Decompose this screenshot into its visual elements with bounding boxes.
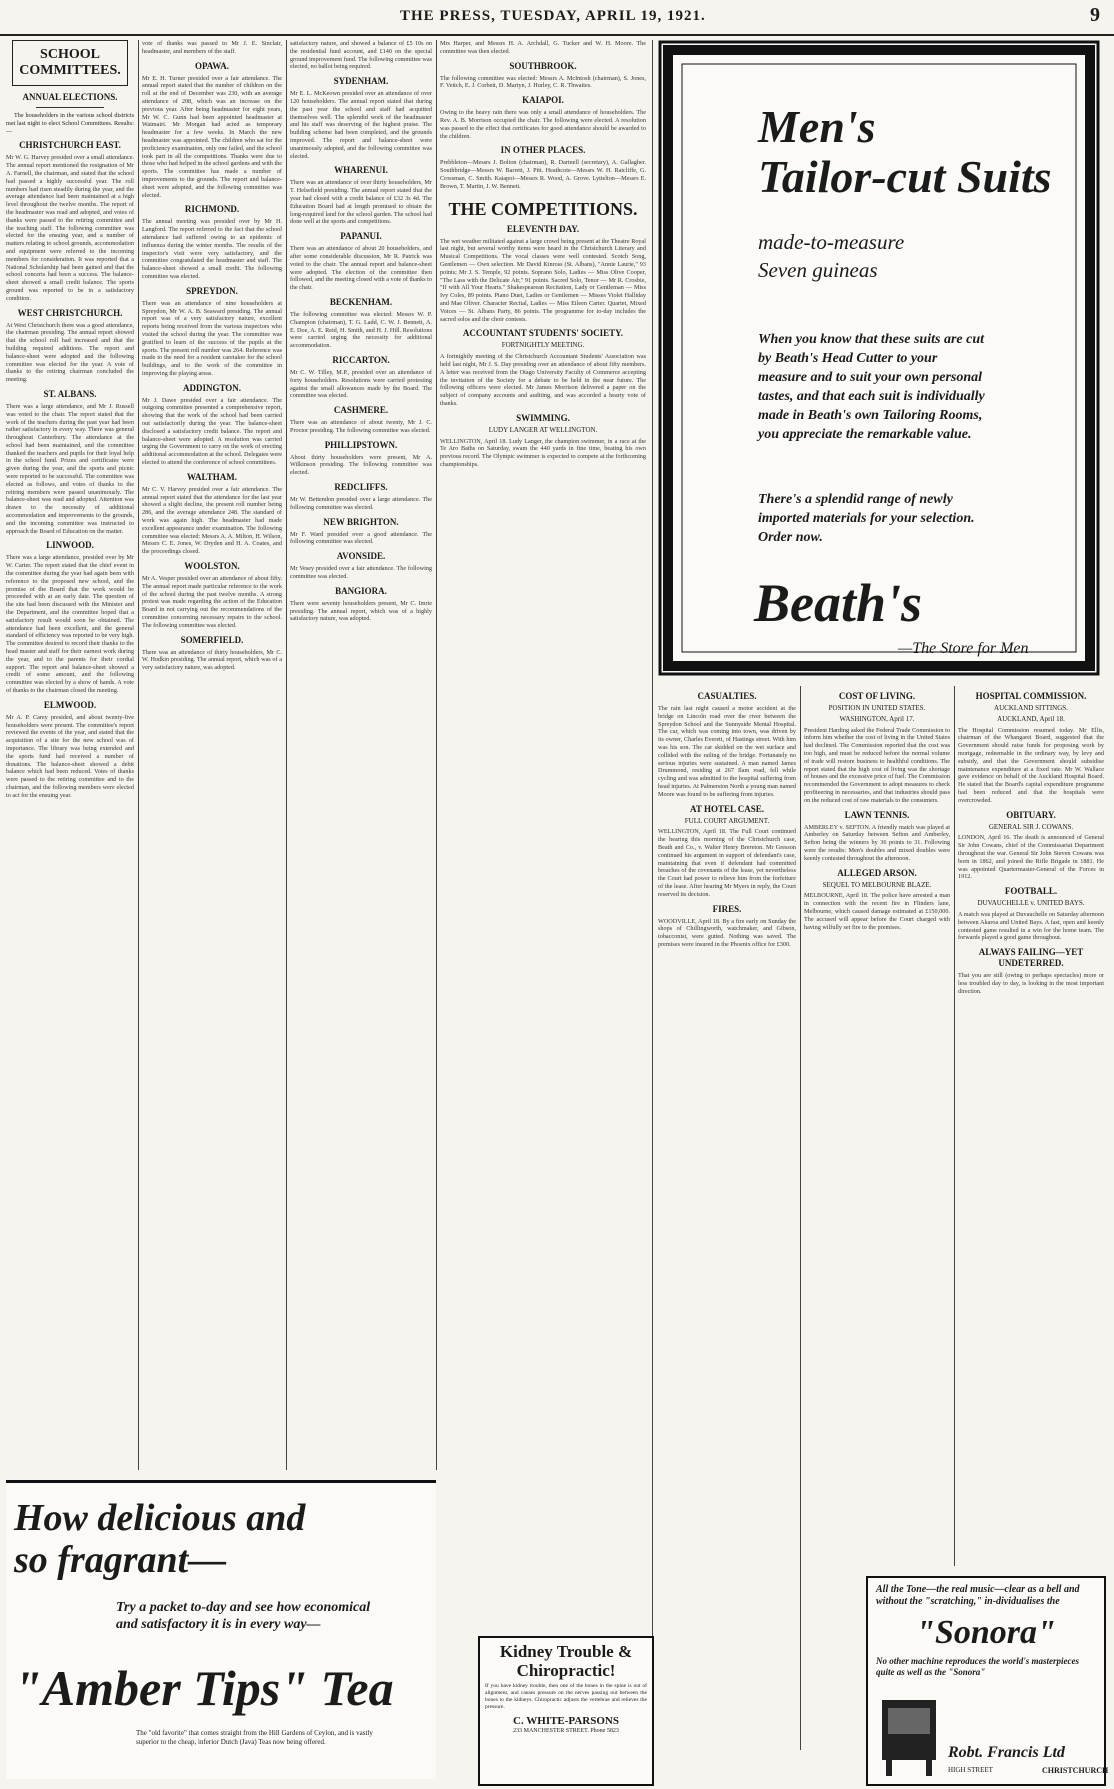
ludy-langer-subheading: LUDY LANGER AT WELLINGTON. — [488, 425, 598, 434]
paper-title: THE PRESS, TUESDAY, APRIL 19, 1921. — [400, 8, 706, 24]
fires-heading: FIRES. — [712, 903, 742, 914]
alleged-arson-heading: ALLEGED ARSON. — [837, 867, 917, 878]
kidney-text: If you have kidney trouble, then one of the bones in the spine is out of alignment, and causes pressure on the nerves passing out between the bones to the kidneys. Chiropractic adjusts the vertebrae and relieves the pressure. — [485, 1683, 647, 1710]
section-heading: RICCARTON. — [332, 354, 390, 365]
section-heading: ADDINGTON. — [182, 382, 242, 393]
tea-tagline: Try a packet to-day and see how economical and satisfactory it is in every way— — [116, 1600, 371, 1632]
kidney-address: 233 MANCHESTER STREET. Phone 5823 — [513, 1728, 619, 1734]
competitions-heading: THE COMPETITIONS. — [448, 198, 638, 219]
beath-headline-1: Men's — [758, 101, 876, 152]
swimming-heading: SWIMMING. — [516, 412, 570, 423]
section-heading: WHARENUI. — [334, 165, 388, 176]
tea-brand: "Amber Tips" Tea — [14, 1660, 394, 1716]
beath-body-2: There's a splendid range of newly imported materials for your selection. Order now. — [758, 492, 975, 545]
section-heading: OPAWA. — [194, 60, 230, 71]
column-5: CASUALTIES. The rain last night caused a motor accident at the bridge on Lincoln road over the river between the Spreydon School and the Sunnyside Mental Hospital. The car, which was coming into town, was driven by its owner, Charles Everett, of Hastings street. With him was his son. The car skidded on the wet surface and collided with the railing of the bridge. Fortunately no serious injuries were sustained. A man named James Drummond, residing at 267 Ilam road, fell while cycling and was admitted to the hospital suffering from head injuries. At Palmerston North a young man named Moore was found to be suffering from injuries. AT HOTEL CASE. FULL COURT ARGUMENT. WELLINGTON, April 18. The Full Court continued the hearing this morning of the Christchurch case, Beath and Co., v. Walter Henry Brereton. Mr Gresson continued his argument in support of defendant's case, maintaining that even if defendant had committed breaches of the covenants of the lease, yet nevertheless the Court had power to relieve him from the forfeiture of the lease. After hearing Mr Myers in reply, the Court reserved its decision. FIRES. WOODVILLE, April 18. By a fire early on Sunday the shops of Chillingworth, watchmaker, and Gibson, tobacconist, were gutted. Nothing was saved. The premises were insured in the Phoenix office for £300. — [658, 691, 796, 948]
beath-subheadline-1: made-to-measure — [758, 230, 905, 254]
duvauchelle-match-subheading: DUVAUCHELLE v. UNITED BAYS. — [977, 899, 1085, 908]
annual-elections-subheading: ANNUAL ELECTIONS. — [22, 92, 118, 102]
section-heading: CHRISTCHURCH EAST. — [19, 140, 121, 151]
page-number: 9 — [1090, 4, 1100, 26]
beath-headline-2: Tailor-cut Suits — [758, 151, 1052, 202]
tea-copy: The "old favorite" that comes straight from the Hill Gardens of Ceylon, and is vastly superior to the cheap, inferior Dutch (Java) Teas now being offered. — [136, 1729, 373, 1746]
column-2: vote of thanks was passed to Mr J. E. Sinclair, headmaster, and members of the staff. OPAWA. Mr E. H. Turner presided over a fair attendance. The annual report stated that the number of children on the roll at the end of December was 230, with an average attendance of 208, which was an increase on the previous year. After being headmaster for eight years, Mr W. C. Gunn had been appointed headmaster at Waimairi. Mr Morgan had acted as temporary headmaster for a few weeks. In March the new headmaster was appointed. The children who sat for the proficiency examination, only one failed, and the school took part in all the competitions. Thanks were due to those who had helped in the school gardens and with the sports. The committee has made a number of improvements to the grounds. The report and balance-sheet were adopted, and the following committee was elected. RICHMOND. The annual meeting was presided over by Mr H. Langford. The report referred to the fact that the school attendance had suffered owing to an epidemic of influenza during the winter months. The results of the inspector's visit were very satisfactory, and the committee congratulated the headmaster and staff. The balance-sheet showed a small credit. The following committee was elected. SPREYDON. There was an attendance of nine householders at Spreydon, Mr W. A. B. Seaward presiding. The annual report was of a very satisfactory nature, excellent reports being received from the various inspectors who visited the school during the year. The committee was gratified to learn of the success of the pupils at the sports. The present roll number was 264. Reference was made to the need for a resident caretaker for the school buildings, and to the work of the committee in improving the playing areas. ADDINGTON. Mr J. Dawe presided over a fair attendance. The outgoing committee presented a comprehensive report, showing that the work of the school had been carried out satisfactorily during the year. The balance-sheet disclosed a satisfactory credit balance. The report and balance-sheet were adopted. A resolution was carried urging the Government to carry on the work of erecting additional accommodation at the school. Delegates were elected to attend the conference of school committees. WALTHAM. Mr C. V. Harvey presided over a fair attendance. The annual report stated that the attendance for the last year showed a slight decline, the present roll number being 286, and the average attendance 248. The standard of work was again high. The headmaster had made excellent appearance under examination. The following committee was elected: Messrs A. A. Milton, H. Wilson, Messrs C. E. Jones, W. Dryden and H. A. Coates, and the proceedings closed. WOOLSTON. Mr A. Vesper presided over an attendance of about fifty. The annual report made particular reference to the work of the school during the past twelve months. A strong protest was made regarding the action of the Education Board in not carrying out the recommendations of the committee concerning necessary repairs to the school. The following committee was elected. SOMERFIELD. There was an attendance of thirty householders, Mr C. W. Hodkin presiding. The annual report, which was of a very satisfactory nature, was adopted. — [142, 40, 282, 672]
section-heading: REDCLIFFS. — [334, 482, 388, 493]
sonora-top-text: All the Tone—the real music—clear as a bell and without the "scratching," in-dividualises the — [876, 1584, 1080, 1607]
washington-dateline: WASHINGTON, April 17. — [839, 714, 915, 723]
section-heading: PHILLIPSTOWN. — [324, 439, 398, 450]
section-heading: BANGIORA. — [335, 585, 387, 596]
sonora-phonograph-ad — [866, 1576, 1109, 1786]
school-committees-heading: SCHOOL COMMITTEES. — [12, 40, 128, 86]
section-heading: SOMERFIELD. — [180, 634, 244, 645]
fortnightly-meeting-subheading: FORTNIGHTLY MEETING. — [501, 341, 585, 350]
phonograph-cabinet-icon — [878, 1694, 940, 1778]
sonora-brand: "Sonora" — [916, 1614, 1056, 1651]
tea-headline-2: so fragrant— — [14, 1539, 227, 1581]
hospital-commission-heading: HOSPITAL COMMISSION. — [975, 691, 1087, 701]
column-6: COST OF LIVING. POSITION IN UNITED STATES. WASHINGTON, April 17. President Harding asked the Federal Trade Commission to inform him whether the cost of living in the United States had declined. The Commission reported that the cost was too high, and must be reduced before the normal volume of trade will restore business to healthful conditions. The report stated that the high cost of living was the shortage of houses and the excessive price of fuel. The Commission recommended the Government to adopt measures to check profiteering in necessaries, and that industries should pass on the reduced cost of raw materials to the consumers. LAWN TENNIS. AMBERLEY v. SEFTON. A friendly match was played at Amberley on Saturday between Sefton and Amberley, Sefton being the winners by 36 points to 31. Following were the results: Men's doubles and mixed doubles were keenly contested throughout the afternoon. ALLEGED ARSON. SEQUEL TO MELBOURNE BLAZE. MELBOURNE, April 18. The police have arrested a man in connection with the recent fire in Flinders lane, Melbourne, which caused damage estimated at £150,000. The accused will appear before the Court charged with having wilfully set fire to the premises. — [804, 691, 950, 931]
general-cowans-subheading: GENERAL SIR J. COWANS. — [988, 822, 1074, 831]
cost-of-living-heading: COST OF LIVING. — [838, 691, 916, 701]
kidney-advertiser: C. WHITE-PARSONS — [513, 1715, 619, 1727]
tea-headline-1: How delicious and — [14, 1497, 306, 1539]
kidney-trouble-ad — [478, 1636, 654, 1786]
column-7: HOSPITAL COMMISSION. AUCKLAND SITTINGS. AUCKLAND, April 18. The Hospital Commission resumed today. Mr Ellis, chairman of the Whangarei Board, suggested that the Government should raise funds for proposing work by mortgage, redeemable in the ordinary way, by levy and subsidy, and that the Government should subsidise maintenance expenditure at a fixed rate. Mr W. Wallace gave evidence on behalf of the Auckland Hospital Board. He stated that the Board's capital expenditure programme had been reduced and that the hospitals were overcrowded. OBITUARY. GENERAL SIR J. COWANS. LONDON, April 16. The death is announced of General Sir John Cowans, chief of the Commissariat Department throughout the war. General Sir John Steven Cowans was born in 1862, and joined the Rifle Brigade in 1881. He was appointed Quartermaster-General of the Forces in 1912. FOOTBALL. DUVAUCHELLE v. UNITED BAYS. A match was played at Duvauchelle on Saturday afternoon between Akaroa and United Bays. A fast, open and keenly contested game resulted in a win for the home team. The forwards played a good game throughout. ALWAYS FAILING—YET UNDETERRED. That you are still (owing to perhaps spectacles) more or less troubled day to day, is looking in the most important direction. — [958, 691, 1104, 995]
obituary-heading: OBITUARY. — [1006, 809, 1056, 820]
always-failing-heading: ALWAYS FAILING—YET UNDETERRED. — [978, 947, 1084, 969]
section-heading: ELMWOOD. — [43, 699, 97, 710]
auckland-dateline: AUCKLAND, April 18. — [997, 714, 1065, 723]
accountant-society-heading: ACCOUNTANT STUDENTS' SOCIETY. — [462, 328, 624, 339]
eleventh-day-subheading: ELEVENTH DAY. — [506, 223, 580, 234]
section-heading: SYDENHAM. — [333, 76, 389, 87]
section-heading: RICHMOND. — [184, 204, 240, 215]
section-heading: WOOLSTON. — [184, 561, 240, 572]
section-heading: WEST CHRISTCHURCH. — [17, 307, 123, 318]
beath-store-tagline: —The Store for Men — [898, 640, 1029, 657]
sonora-city: CHRISTCHURCH — [1042, 1766, 1109, 1775]
sonora-street: HIGH STREET — [948, 1766, 993, 1774]
beath-brand: Beath's — [754, 573, 923, 633]
football-heading: FOOTBALL. — [1004, 886, 1058, 897]
beath-body: When you know that these suits are cut by Beath's Head Cutter to your measure and to suit your own personal tastes, and that each suit is individually made in Beath's own Tailoring Rooms, you appreciate the remarkable value. — [758, 332, 985, 442]
section-heading: CASHMERE. — [333, 405, 389, 416]
section-heading: KAIAPOI. — [522, 95, 564, 106]
position-us-subheading: POSITION IN UNITED STATES. — [828, 704, 926, 712]
section-heading: BECKENHAM. — [329, 296, 393, 307]
section-heading: PAPANUI. — [340, 231, 382, 242]
amber-tips-tea-ad — [6, 1480, 436, 1779]
section-heading: LINWOOD. — [46, 540, 94, 551]
section-heading: SPREYDON. — [186, 285, 238, 296]
kidney-headline: Kidney Trouble & Chiropractic! — [499, 1642, 633, 1680]
melbourne-blaze-subheading: SEQUEL TO MELBOURNE BLAZE. — [822, 880, 932, 889]
full-court-subheading: FULL COURT ARGUMENT. — [684, 816, 770, 825]
section-heading: NEW BRIGHTON. — [323, 516, 399, 527]
lawn-tennis-heading: LAWN TENNIS. — [844, 809, 910, 820]
section-heading: SOUTHBROOK. — [509, 60, 577, 71]
column-4: Mrs Harper, and Messrs H. A. Archdall, G. Tucker and W. H. Moore. The committee was then elected. SOUTHBROOK. The following committee was elected: Messrs A. McIntosh (chairman), S. Jones, F. Veitch, E. J. Corbett, D. Martyn, J. Hurley, C. R. Thwaites. KAIAPOI. Owing to the heavy rain there was only a small attendance of householders. The Rev. A. B. Morrison occupied the chair. The following were elected. A resolution was passed to the effect that certificates for good attendance should be awarded to the children. IN OTHER PLACES. Prebbleton—Messrs J. Bolton (chairman), R. Dartnell (secretary), A. Gallagher. Southbridge—Messrs W. Barrett, J. Pitt. Heathcote—Messrs W. H. Ratcliffe, G. Crossman, C. Smith. Kaiapoi—Messrs R. Wood, A. Grove. Lyttelton—Messrs E. Brown, T. Martin, J. W. Bennett. THE COMPETITIONS. ELEVENTH DAY. The wet weather militated against a large crowd being present at the Theatre Royal last night, but several worthy items were heard in the Christchurch Literary and Musical Competitions. The vocal classes were well contested. Scotch Song, Gentlemen — Own selection. Mr David Kinross (St. Albans), "Annie Laurie," 93 points; Mr J. S. Temple, 92 points. Soprano Solo, Ladies — Miss Olive Cooper, "The Lass with the Delicate Air," 91 points. Sacred Solo, Tenor — Mr R. Crosbie, "If with All Your Hearts." Shakespearean Recitation, Lady or Gentleman — Miss Ivy Coles, 89 points. Piano Duet, Ladies or Gentlemen — Misses Violet Halliday and Mae Oliver. Character Recital, Ladies — Miss Eileen Carter. Quartet, Mixed Voices — St. Albans Party, 86 points. The programme for to-day includes the sacred solos and the choir contests. ACCOUNTANT STUDENTS' SOCIETY. FORTNIGHTLY MEETING. A fortnightly meeting of the Christchurch Accountant Students' Association was held last night, Mr J. S. Day presiding over an attendance of about fifty members. A letter was received from the Otago University Faculty of Commerce accepting the invitation of the Society for a debate to be held in the near future. The following officers were elected. Mr James Morrison delivered a paper on the subject of company accounts and auditing, and was accorded a hearty vote of thanks. SWIMMING. LUDY LANGER AT WELLINGTON. WELLINGTON, April 18. Ludy Langer, the champion swimmer, in a race at the Te Aro Baths on Saturday, swam the 440 yards in fine time, beating his own previous record. The Olympic swimmer is expected to compete at the forthcoming championships. — [440, 40, 646, 468]
hotel-case-heading: AT HOTEL CASE. — [690, 803, 764, 814]
section-heading: ST. ALBANS. — [43, 388, 97, 399]
section-heading: AVONSIDE. — [336, 551, 386, 562]
masthead — [0, 0, 1114, 36]
section-heading: WALTHAM. — [187, 471, 237, 482]
intro-paragraph: The householders in the various school districts met last night to elect School Committees. Results:— — [6, 112, 134, 135]
beaths-suit-ad — [658, 40, 1100, 676]
column-3: satisfactory nature, and showed a balance of £5 10s on the residential fund account, and £140 on the special ground improvement fund. The following committee was elected, no ballot being required. SYDENHAM. Mr E. L. McKeown presided over an attendance of over 120 householders. The annual report stated that during the past year the school and staff had acquitted themselves well. The splendid work of the headmaster and his staff was deserving of the highest praise. The building scheme had been completed, and the grounds improved. The report and balance-sheet were unanimously adopted, and the following committee was elected. WHARENUI. There was an attendance of over thirty householders, Mr T. Helsefield presiding. The annual report stated that the year had closed with a credit balance of £32 3s 4d. The Education Board had at length promised to obtain the long-required land for the school garden. The school had done well at the sports and competitions. PAPANUI. There was an attendance of about 20 householders, and after some considerable discussion, Mr R. Patrick was voted to the chair. The annual report and balance-sheet were adopted. The election of the committee then followed, and the meeting closed with a vote of thanks to the chair. BECKENHAM. The following committee was elected: Messrs W. P. Champion (chairman), T. G. Ladd, C. W. J. Bennett, A. E. Doe, A. E. Reid, H. Smith, and H. J. Hill. Resolutions were carried urging the necessity for additional accommodation. RICCARTON. Mr C. W. Tilley, M.P., presided over an attendance of forty householders. Resolutions were carried protesting against the small allowances made by the Board. The committee was elected. CASHMERE. There was an attendance of about twenty, Mr J. C. Proctor presiding. The following committee was elected. PHILLIPSTOWN. About thirty householders were present, Mr A. Wilkinson presiding. The following committee was elected. REDCLIFFS. Mr W. Bettendon presided over a large attendance. The following committee was elected. NEW BRIGHTON. Mr F. Ward presided over a good attendance. The following committee was elected. AVONSIDE. Mr Vesey presided over a fair attendance. The following committee was elected. BANGIORA. There were seventy householders present, Mr C. Imrie presiding. The annual report, which was of a highly satisfactory nature, was adopted. — [290, 40, 432, 623]
section-heading: IN OTHER PLACES. — [500, 145, 586, 156]
sonora-dealer: Robt. Francis Ltd — [948, 1744, 1065, 1761]
sonora-middle-text: No other machine reproduces the world's masterpieces quite as well as the "Sonora" — [876, 1656, 1079, 1677]
auckland-sittings-subheading: AUCKLAND SITTINGS. — [994, 704, 1068, 712]
column-1: SCHOOL COMMITTEES. ANNUAL ELECTIONS. The householders in the various school districts met last night to elect School Committees. Results:— CHRISTCHURCH EAST. Mr W. G. Harvey presided over a small attendance. The annual report mentioned the resignation of Mr A. Farnell, the chairman, and stated that the school had passed a highly successful year. The roll numbers had risen steadily during the year, and the average attendance had been maintained at a high level throughout the twelve months. The report of the headmaster was read and adopted, and votes of thanks were passed to the retiring committee and the teaching staff. The following committee was elected for the ensuing year, and a number of matters relating to school grounds, accommodation and equipment were referred to the incoming members for consideration. It was reported that a National Scholarship had been gained and that the school concerts had been a success. The balance-sheet showed a small credit balance. The sports ground was reported to be in a satisfactory condition. WEST CHRISTCHURCH. At West Christchurch there was a good attendance, the chairman presiding. The annual report showed that the school roll had increased and that the building required additions. The report and balance-sheet were adopted and the following committee was elected for the year. A vote of thanks to the retiring chairman concluded the meeting. ST. ALBANS. There was a large attendance, and Mr J. Russell was voted to the chair. The report stated that the work of the teachers during the past year had been rather satisfactory in every way. There was general throughout Canterbury. The attendance at the school had been maintained, and the committee thanked the teachers and pupils for their loyal help in the school fund. Prizes and certificates were given during the year, and the sports and picnic were reported to be successful. The committee was elected as follows, and votes of thanks to the retiring members were passed unanimously. The balance-sheet was read and adopted. Attention was drawn to the necessity of additional accommodation and improvements to the grounds, and the incoming committee was instructed to approach the Board of Education on the matter. LINWOOD. There was a large attendance, presided over by Mr W. Carter. The report stated that the chief event in the committee during the year had again been with reference to the proposed new school, and the promise of the Board that the work would be proceeded with at an early date. The question of the site had been discussed with the Minister and the Department, and the committee hoped that a satisfactory result would soon be obtained. The attendance had been excellent, and the general standard of efficiency was reported to be very high. The committee desired to record their thanks to the head master and staff for their earnest work during the year, and to the parents for their cordial support. The report and balance-sheet showed a credit of some amount, and the following committee was elected by a show of hands. A vote of thanks to the chairman closed the meeting. ELMWOOD. Mr A. P. Carey presided, and about twenty-five householders were present. The committee's report reviewed the events of the year, and stated that the acquisition of a site for the new school was of importance. The library was being extended and the sports fund had received a number of donations. The balance-sheet showed a debit balance which had been reduced. Votes of thanks were passed to the retiring committee and to the chairman, and the following members were elected to act for the ensuing year. — [6, 40, 134, 1470]
casualties-heading: CASUALTIES. — [697, 691, 757, 701]
beath-subheadline-2: Seven guineas — [758, 258, 878, 282]
